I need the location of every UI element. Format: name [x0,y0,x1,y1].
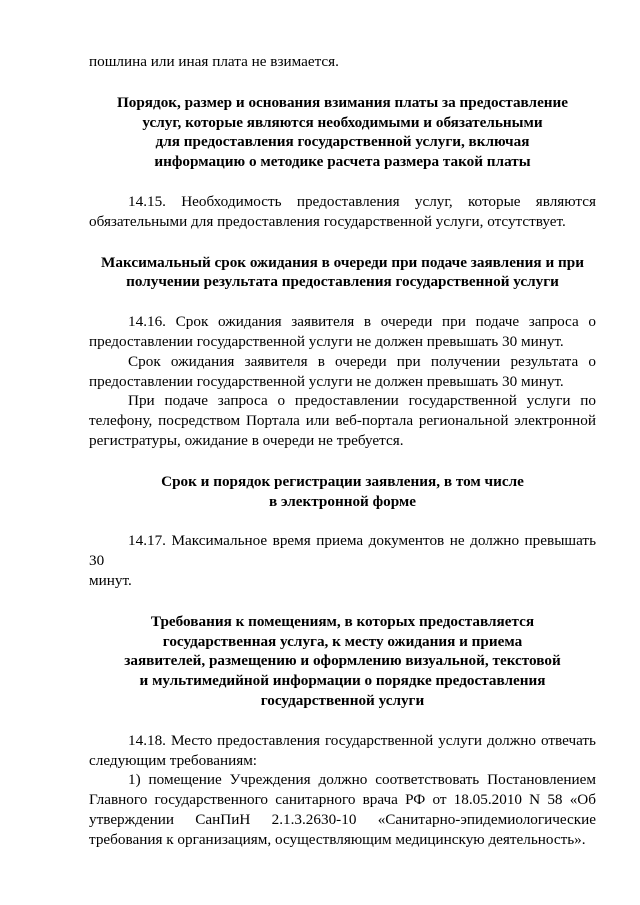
paragraph-14-15: 14.15. Необходимость предоставления услуг, которые являются обязательными для предоставления государственной услуги, отсутствует. [89,192,596,230]
paragraph-queue-result: Срок ожидания заявителя в очереди при получении результата о предоставлении государственной услуги не должен превышать 30 минут. [89,352,596,390]
paragraph-14-18: 14.18. Место предоставления государственной услуги должно отвечать следующим требованиям: [89,731,596,769]
continued-text: пошлина или иная плата не взимается. [89,53,339,70]
section-heading-premises: Требования к помещениям, в которых предоставляется государственная услуга, к месту ожидания и приема заявителей, размещению и оформлению визуальной, текстовой и мультимедийной информации о порядке предоставления государственной услуги [124,612,561,709]
paragraph-premises-requirement-1: 1) помещение Учреждения должно соответствовать Постановлением Главного государственного санитарного врача РФ от 18.05.2010 N 58 «Об утверждении СанПиН 2.1.3.2630-10 «Санитарно-эпидемиологические требования к организациям, осуществляющим медицинскую деятельность». [89,771,596,848]
paragraph-14-16: 14.16. Срок ожидания заявителя в очереди при подаче запроса о предоставлении государственной услуги не должен превышать 30 минут. [89,313,596,350]
paragraph-14-17: 14.17. Максимальное время приема документов не должно превышать 30 минут. [89,532,596,589]
section-heading-queue: Максимальный срок ожидания в очереди при подаче заявления и при получении результата предоставления государственной услуги [101,253,584,291]
paragraph-queue-phone: При подаче запроса о предоставлении государственной услуги по телефону, посредством Портала или веб-портала региональной электронной регистратуры, ожидание в очереди не требуется. [89,392,596,449]
section-heading-registration: Срок и порядок регистрации заявления, в том числе в электронной форме [161,472,524,510]
document-body [89,52,596,850]
section-heading-payment: Порядок, размер и основания взимания платы за предоставление услуг, которые являются необходимыми и обязательными для предоставления государственной услуги, включая информацию о методике расчета размера такой платы [116,93,569,171]
